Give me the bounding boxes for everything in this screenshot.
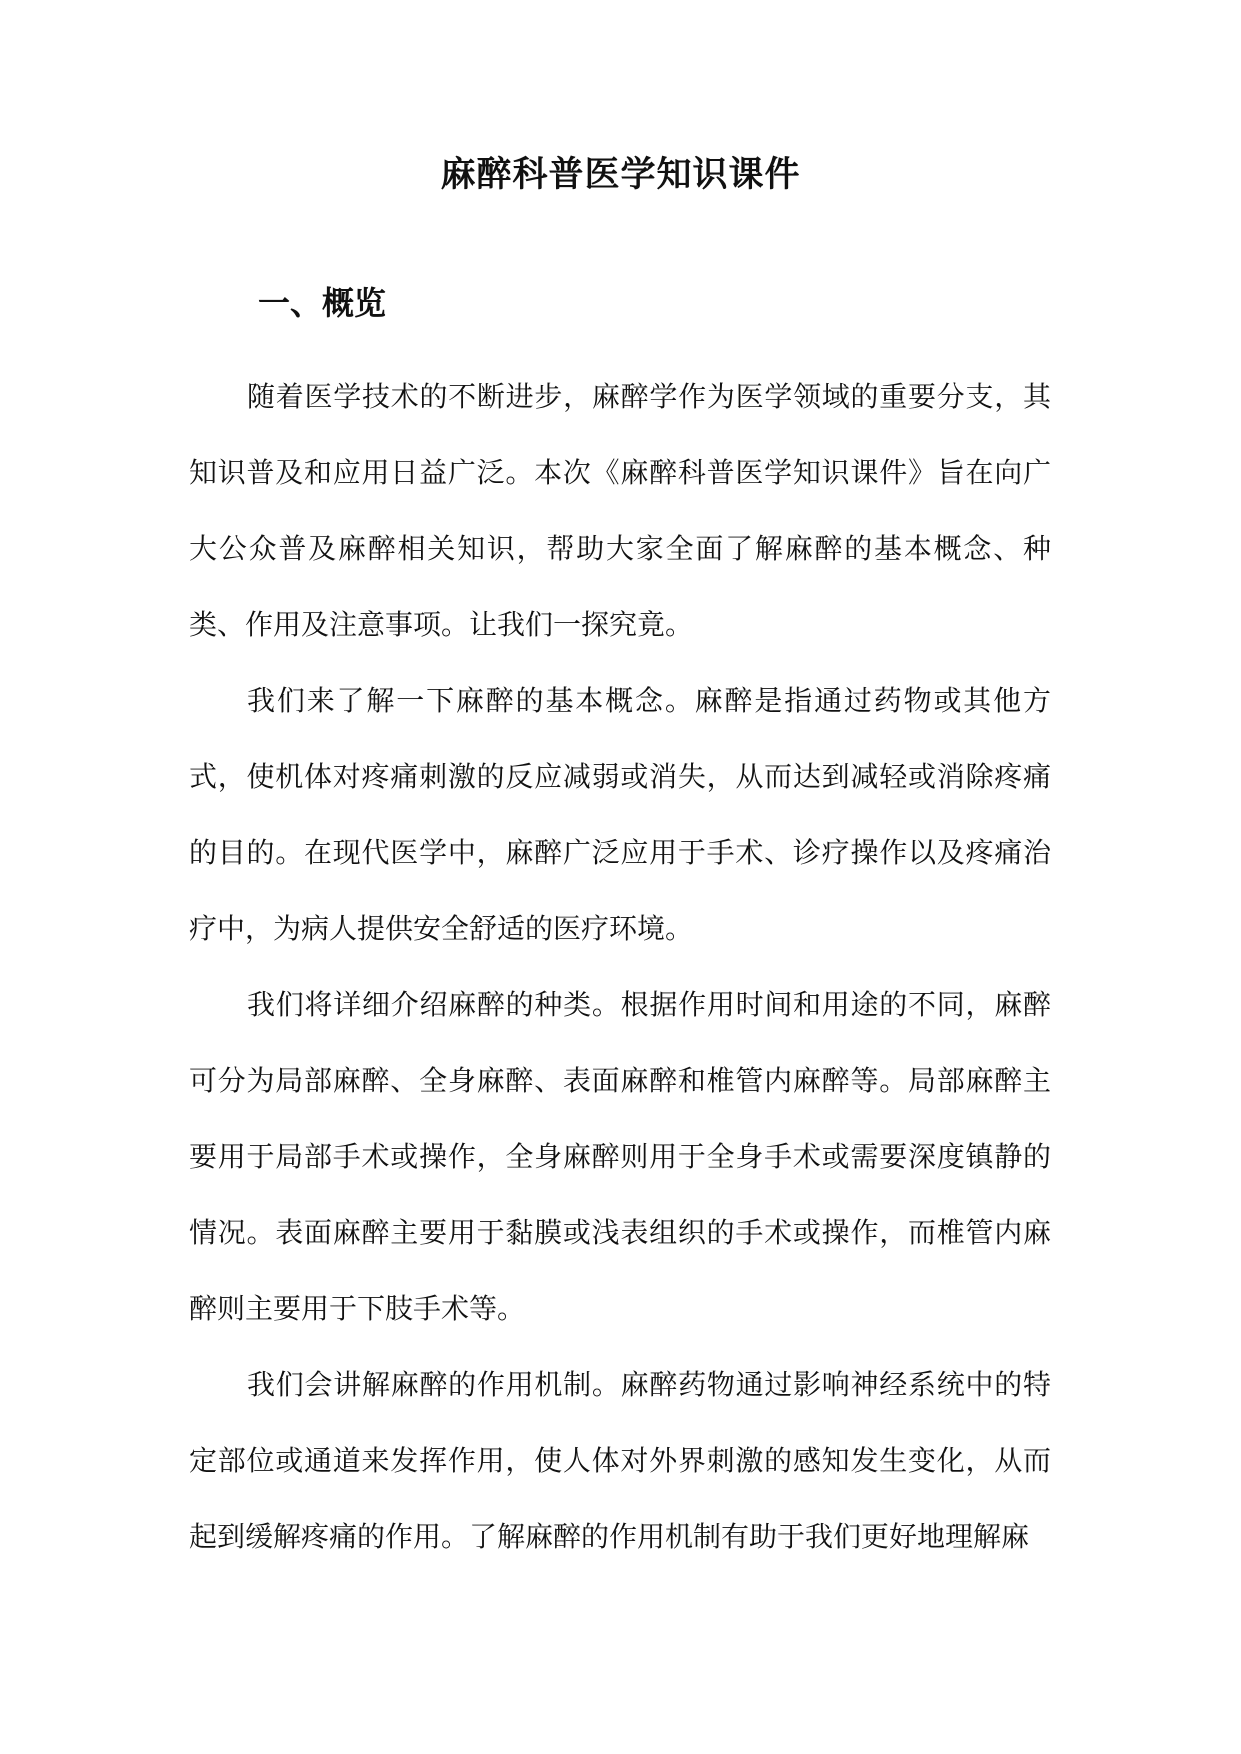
- paragraph-anesthesia-types: 我们将详细介绍麻醉的种类。根据作用时间和用途的不同，麻醉可分为局部麻醉、全身麻醉、表面麻醉和椎管内麻醉等。局部麻醉主要用于局部手术或操作，全身麻醉则用于全身手术或需要深度镇静的情况。表面麻醉主要用于黏膜或浅表组织的手术或操作，而椎管内麻醉则主要用于下肢手术等。: [189, 988, 1051, 1325]
- paragraph-basic-concept: 我们来了解一下麻醉的基本概念。麻醉是指通过药物或其他方式，使机体对疼痛刺激的反应减弱或消失，从而达到减轻或消除疼痛的目的。在现代医学中，麻醉广泛应用于手术、诊疗操作以及疼痛治疗中，为病人提供安全舒适的医疗环境。: [189, 684, 1051, 945]
- paragraph-mechanism: 我们会讲解麻醉的作用机制。麻醉药物通过影响神经系统中的特定部位或通道来发挥作用，使人体对外界刺激的感知发生变化，从而起到缓解疼痛的作用。了解麻醉的作用机制有助于我们更好地理解麻: [189, 1368, 1051, 1553]
- document-title: 麻醉科普医学知识课件: [440, 154, 801, 195]
- section-heading: 一、概览: [258, 284, 387, 322]
- paragraph-intro: 随着医学技术的不断进步，麻醉学作为医学领域的重要分支，其知识普及和应用日益广泛。本次《麻醉科普医学知识课件》旨在向广大公众普及麻醉相关知识，帮助大家全面了解麻醉的基本概念、种类、作用及注意事项。让我们一探究竟。: [189, 380, 1051, 641]
- body-text: [189, 359, 1051, 1575]
